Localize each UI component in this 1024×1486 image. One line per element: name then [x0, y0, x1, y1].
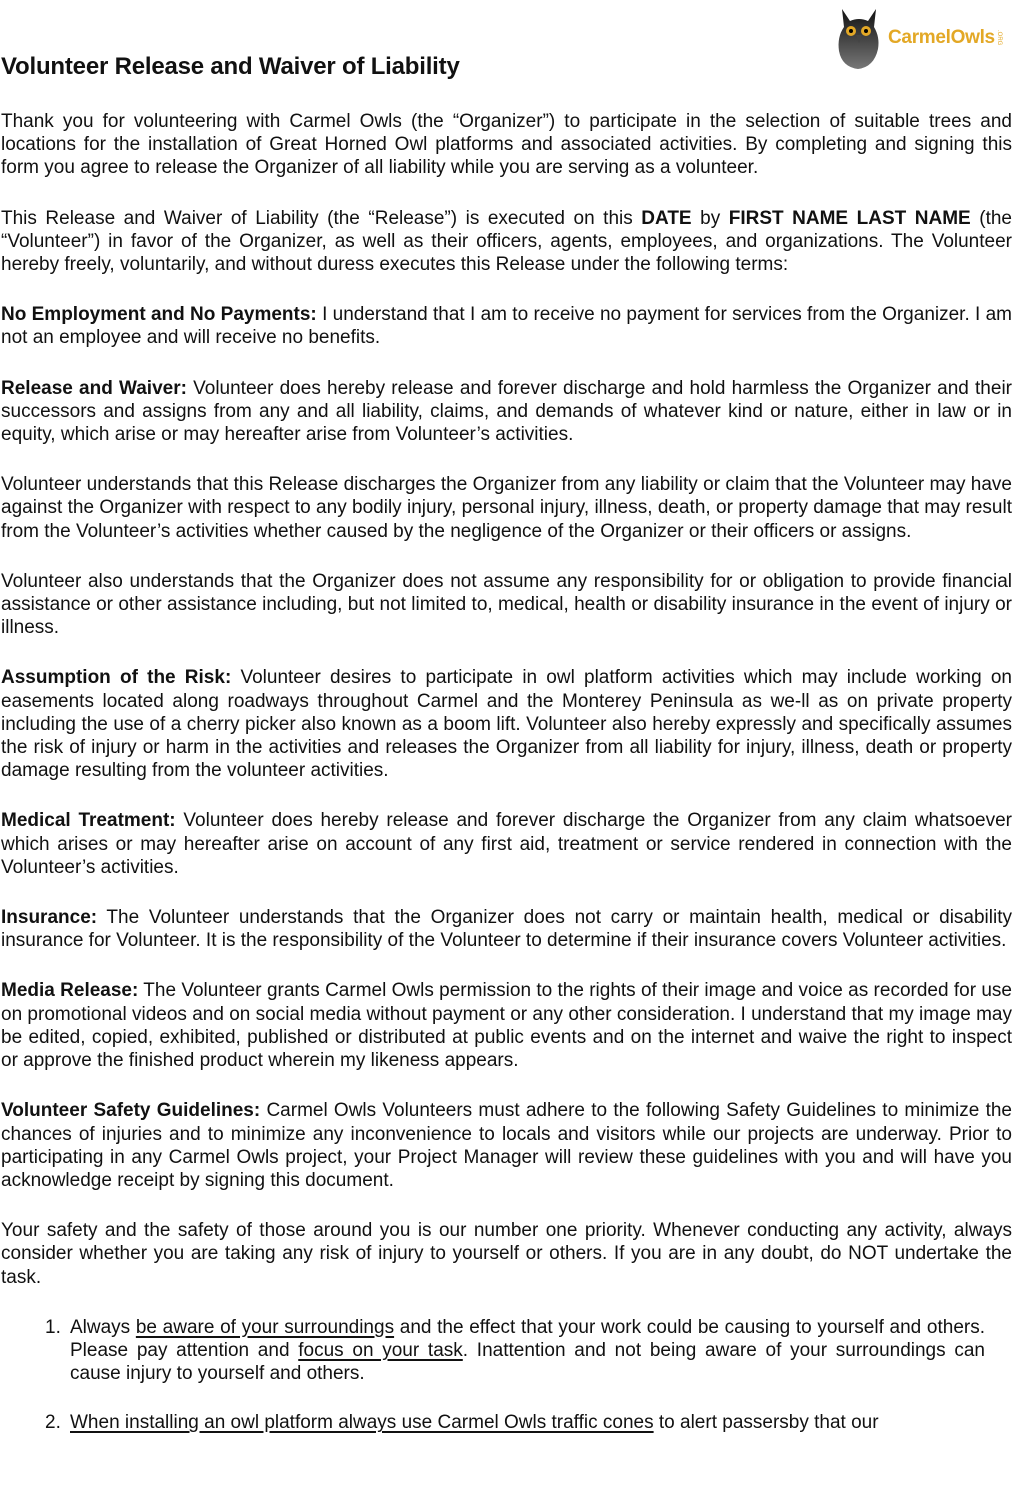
section-financial-assistance	[1, 570, 1012, 640]
underlined-text: When installing an owl platform always use Carmel Owls traffic cones	[70, 1412, 654, 1434]
section-assumption-risk	[1, 666, 1012, 782]
section-text: Volunteer does hereby release and forever discharge the Organizer from any claim whatsoever which arises or may hereafter arise on account of any first aid, treatment or service rendered in connection with the Volunteer’s activities.	[1, 810, 1012, 878]
list-number: 1.	[45, 1316, 61, 1338]
list-text: and the effect that your work could be causing to yourself and others. Please pay attention and	[70, 1316, 985, 1361]
section-text: Volunteer also understands that the Organizer does not assume any responsibility for or obligation to provide financial assistance or other assistance including, but not limited to, medical, health or disability insurance in the event of injury or illness.	[1, 570, 1012, 639]
section-heading: Medical Treatment:	[1, 810, 176, 832]
section-heading: Media Release:	[1, 980, 139, 1002]
section-heading: Insurance:	[1, 907, 98, 929]
owl-logo-icon	[834, 5, 884, 71]
section-text: I understand that I am to receive no payment for services from the Organizer. I am not an employee and will receive no benefits.	[1, 304, 1013, 349]
section-text: Carmel Owls Volunteers must adhere to the following Safety Guidelines to minimize the chances of injuries and to minimize any inconvenience to locals and visitors while our projects are underway. Prior to participating in any Carmel Owls project, your Project Manager will review these guidelines with you and will have you acknowledge receipt by signing this document.	[1, 1100, 1012, 1191]
section-no-employment	[1, 303, 1012, 349]
list-text: to alert passersby that our	[653, 1412, 879, 1434]
section-heading: Release and Waiver:	[1, 377, 187, 399]
section-safety-priority	[1, 1219, 1012, 1289]
volunteer-name-field: FIRST NAME LAST NAME	[728, 207, 971, 229]
date-field: DATE	[641, 207, 692, 229]
carmel-owls-logo	[834, 4, 1014, 72]
section-text: Volunteer understands that this Release discharges the Organizer from any liability or claim that the Volunteer may have against the Organizer with respect to any bodily injury, personal injury, illness, death, or property damage that may result from the Volunteer’s activities whether caused by the negligence of the Organizer or their officers or assigns.	[1, 474, 1012, 542]
release-text: (the “Volunteer”) in favor of the Organizer, as well as their officers, agents, employees, and organizations. The Volunteer hereby freely, voluntarily, and without duress executes this Release under the following terms:	[1, 207, 1012, 276]
list-text: Always	[70, 1316, 136, 1338]
release-text: by	[691, 207, 729, 229]
underlined-text: be aware of your surroundings	[135, 1316, 395, 1338]
intro-paragraph: Thank you for volunteering with Carmel Owls (the “Organizer”) to participate in the selection of suitable trees and locations for the installation of Great Horned Owl platforms and associated activities. By completing and signing this form you agree to release the Organizer of all liability while you are serving as a volunteer.	[1, 111, 1012, 179]
section-text: Volunteer desires to participate in owl platform activities which may include working on easements located along roadways throughout Carmel and the Monterey Peninsula as we-ll as on private property including the use of a cherry picker also known as a boom lift. Volunteer also hereby expressly and specifically assumes the risk of injury or harm in the activities and releases the Organizer from all liability for injury, illness, death or property damage resulting from the volunteer activities.	[1, 667, 1012, 782]
section-text: The Volunteer grants Carmel Owls permission to the rights of their image and voice as recorded for use on promotional videos and on social media without payment or any other consideration. I understand that my image may be edited, copied, exhibited, published or distributed at public events and on the internet and waive the right to inspect or approve the finished product wherein my likeness appears.	[1, 980, 1012, 1072]
section-insurance	[1, 906, 1012, 952]
logo-wordmark: CarmelOwls	[888, 27, 995, 48]
section-heading: Volunteer Safety Guidelines:	[1, 1100, 261, 1122]
section-heading: No Employment and No Payments:	[1, 304, 317, 326]
section-release-waiver	[1, 377, 1012, 447]
underlined-text: focus on your task	[298, 1339, 463, 1361]
list-number: 2.	[45, 1412, 61, 1434]
section-text: Volunteer does hereby release and forever discharge and hold harmless the Organizer and their successors and assigns from any and all liability, claims, and demands of whatever kind or nature, either in law or in equity, which arise or may hereafter arise from Volunteer’s activities.	[1, 377, 1012, 446]
section-text: Your safety and the safety of those around you is our number one priority. Whenever conducting any activity, always consider whether you are taking any risk of injury to yourself or others. If you are in any doubt, do NOT undertake the task.	[1, 1220, 1012, 1288]
section-release-discharge	[1, 473, 1012, 543]
section-safety-guidelines	[1, 1099, 1012, 1192]
section-medical-treatment	[1, 809, 1012, 879]
safety-guidelines-list	[1, 1316, 1012, 1435]
document-title: Volunteer Release and Waiver of Liability	[1, 53, 460, 80]
document-body	[1, 110, 1012, 1461]
logo-suffix: .ORG	[995, 30, 1002, 46]
release-text: This Release and Waiver of Liability (the “Release”) is executed on this	[1, 207, 642, 229]
release-paragraph	[1, 207, 1012, 277]
list-item	[1, 1316, 985, 1386]
section-heading: Assumption of the Risk:	[1, 667, 232, 689]
section-text: The Volunteer understands that the Organizer does not carry or maintain health, medical or disability insurance for Volunteer. It is the responsibility of the Volunteer to determine if their insurance covers Volunteer activities.	[1, 907, 1012, 952]
list-item	[1, 1411, 985, 1434]
section-media-release	[1, 979, 1012, 1072]
list-text: . Inattention and not being aware of your surroundings can cause injury to yourself and others.	[70, 1339, 985, 1385]
